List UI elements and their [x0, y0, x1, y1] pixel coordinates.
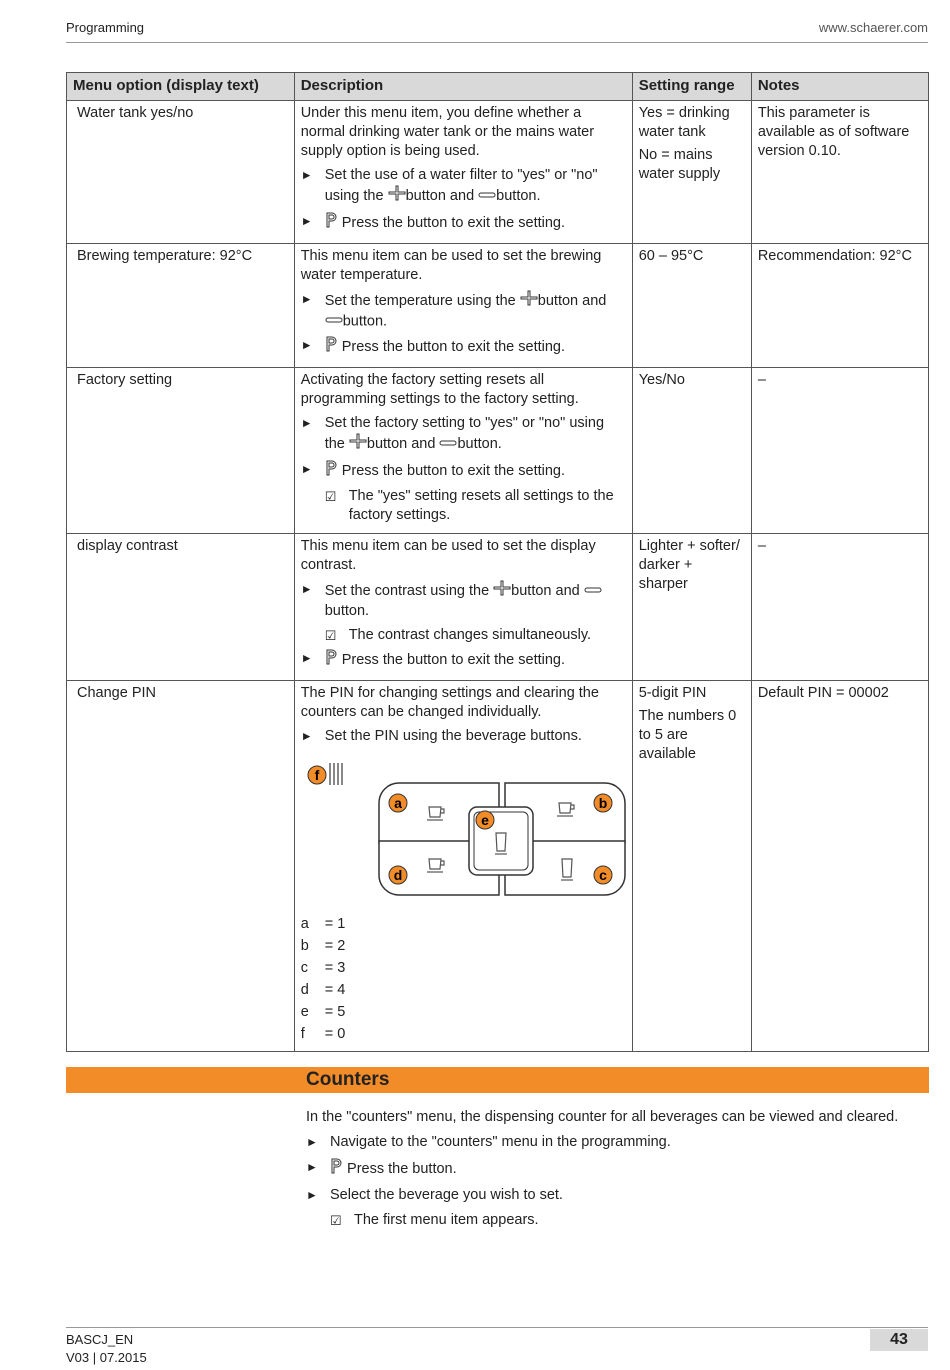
- instruction-step: [306, 1158, 931, 1180]
- text: button and: [405, 187, 479, 204]
- notes-text: Default PIN = 00002: [757, 685, 889, 702]
- footer-version: V03 | 07.2015: [66, 1350, 147, 1365]
- step-arrow-icon: ►: [306, 1135, 318, 1149]
- p-button-icon: [325, 336, 338, 358]
- minus-button-icon: [439, 435, 457, 454]
- instruction-step: [301, 212, 626, 234]
- legend-value: = 0: [324, 1026, 346, 1043]
- range-text: 5-digit PIN: [638, 685, 707, 702]
- option-cell: [67, 101, 295, 244]
- text: Press the button to exit the setting.: [337, 339, 566, 356]
- legend-item: [301, 937, 626, 959]
- paragraph: [301, 247, 626, 285]
- step-arrow-icon: ►: [300, 729, 313, 744]
- legend-value: = 4: [324, 982, 346, 999]
- step-arrow-icon: ►: [300, 651, 313, 666]
- result-item: [301, 487, 626, 525]
- text: The PIN for changing settings and clearing the counters can be changed individually.: [300, 685, 599, 721]
- range-cell: [632, 681, 751, 1052]
- text: The contrast changes simultaneously.: [348, 627, 592, 644]
- instruction-step: [301, 580, 626, 621]
- footer-divider: [66, 1327, 928, 1328]
- legend-item: [301, 915, 626, 937]
- table-row: [67, 244, 929, 368]
- instruction-step: [301, 414, 626, 455]
- result-item: [306, 1211, 931, 1230]
- legend-key: f: [300, 1026, 305, 1043]
- table-row: [67, 681, 929, 1052]
- text: button.: [457, 436, 502, 453]
- badge-c: [594, 866, 612, 884]
- p-button-icon: [325, 212, 338, 234]
- instruction-step: [301, 166, 626, 207]
- header-website: www.schaerer.com: [818, 20, 928, 35]
- minus-button-icon: [325, 312, 343, 331]
- counters-section-bar: [66, 1067, 929, 1093]
- text: button.: [342, 313, 388, 330]
- option-text: display contrast: [77, 538, 178, 555]
- range-cell: [632, 368, 751, 534]
- footer-doc: BASCJ_EN: [66, 1332, 134, 1347]
- text: Press the button to exit the setting.: [337, 463, 566, 480]
- legend-key: c: [300, 960, 308, 977]
- checkbox-result-icon: ☑: [324, 628, 337, 644]
- instruction-step: [306, 1186, 931, 1205]
- p-button-icon: [325, 460, 338, 482]
- page-number: 43: [870, 1329, 928, 1351]
- table-header-row: [67, 73, 929, 101]
- col-header-option: Menu option (display text): [67, 73, 295, 101]
- text: Navigate to the "counters" menu in the programming.: [330, 1134, 671, 1150]
- text: Set the factory setting to "yes" or "no" using the: [324, 415, 605, 453]
- p-button-icon: [330, 1158, 343, 1180]
- option-text: Factory setting: [77, 372, 173, 389]
- legend-key: d: [300, 982, 309, 999]
- option-cell: [67, 244, 295, 368]
- badge-a: [389, 794, 407, 812]
- plus-button-icon: [520, 290, 538, 312]
- notes-text: –: [757, 372, 766, 389]
- option-text: Brewing temperature: 92°C: [77, 248, 253, 264]
- result-item: [301, 626, 626, 645]
- notes-text: Recommendation: 92°C: [757, 248, 912, 264]
- instruction-step: [301, 460, 626, 482]
- badge-e: [476, 811, 494, 829]
- text: Set the PIN using the beverage buttons.: [324, 728, 582, 745]
- legend-item: [301, 1025, 626, 1047]
- text: Set the contrast using the: [324, 583, 494, 600]
- text: Press the button.: [343, 1160, 457, 1177]
- beverage-buttons-diagram: [301, 751, 626, 907]
- minus-button-icon: [478, 187, 496, 206]
- option-cell: [67, 368, 295, 534]
- badge-f: [308, 766, 326, 784]
- text: button.: [496, 187, 541, 204]
- text: The "yes" setting resets all settings to the factory settings.: [348, 488, 614, 524]
- range-cell: [632, 244, 751, 368]
- range-text: 60 – 95°C: [638, 248, 704, 264]
- pin-legend: [301, 915, 626, 1047]
- option-text: Water tank yes/no: [77, 105, 194, 121]
- table-row: [67, 101, 929, 244]
- checkbox-result-icon: ☑: [324, 489, 337, 505]
- instruction-step: [301, 649, 626, 671]
- notes-text: –: [757, 538, 766, 555]
- text: Set the use of a water filter to "yes" or "no" using the: [324, 167, 598, 204]
- text: The first menu item appears.: [354, 1212, 539, 1228]
- plus-button-icon: [349, 433, 367, 455]
- range-cell: [632, 534, 751, 681]
- legend-value: = 2: [324, 938, 346, 955]
- step-arrow-icon: ►: [300, 462, 313, 477]
- minus-button-icon: [584, 582, 602, 601]
- notes-cell: [751, 534, 928, 681]
- option-text: Change PIN: [77, 685, 156, 702]
- description-cell: [294, 534, 632, 681]
- notes-cell: [751, 244, 928, 368]
- text: Press the button to exit the setting.: [337, 214, 566, 231]
- option-cell: [67, 534, 295, 681]
- legend-key: e: [300, 1004, 309, 1021]
- col-header-description: Description: [294, 73, 632, 101]
- instruction-step: [301, 336, 626, 358]
- p-button-icon: [325, 649, 338, 671]
- range-text: The numbers 0 to 5 are available: [638, 708, 737, 763]
- text: button and: [366, 436, 440, 453]
- counters-body: [306, 1108, 931, 1234]
- text: Activating the factory setting resets all programming settings to the factory setting.: [300, 372, 579, 408]
- plus-button-icon: [493, 580, 511, 602]
- legend-item: [301, 959, 626, 981]
- legend-item: [301, 981, 626, 1003]
- legend-value: = 3: [324, 960, 346, 977]
- badge-d: [389, 866, 407, 884]
- instruction-step: [301, 727, 626, 746]
- text: In the "counters" menu, the dispensing counter for all beverages can be viewed and cleared.: [306, 1109, 899, 1125]
- text: Set the temperature using the: [324, 292, 520, 309]
- step-arrow-icon: ►: [300, 338, 313, 353]
- text: This menu item can be used to set the brewing water temperature.: [300, 248, 602, 283]
- badge-label: f: [314, 767, 320, 784]
- step-arrow-icon: ►: [300, 416, 313, 431]
- badge-label: a: [393, 795, 402, 812]
- option-cell: [67, 681, 295, 1052]
- header-divider: [66, 42, 928, 43]
- legend-value: = 1: [324, 916, 346, 933]
- paragraph: [301, 684, 626, 722]
- paragraph: [301, 104, 626, 161]
- range-text: No = mains water supply: [638, 147, 721, 182]
- paragraph: [301, 371, 626, 409]
- text: Select the beverage you wish to set.: [330, 1187, 563, 1203]
- notes-cell: [751, 681, 928, 1052]
- legend-key: a: [300, 916, 309, 933]
- badge-label: d: [393, 867, 402, 884]
- badge-label: b: [598, 795, 607, 812]
- instruction-step: [306, 1133, 931, 1152]
- text: button and: [537, 292, 607, 309]
- step-arrow-icon: ►: [300, 582, 313, 597]
- text: Press the button to exit the setting.: [337, 652, 566, 669]
- notes-text: This parameter is available as of software version 0.10.: [757, 105, 910, 159]
- plus-button-icon: [388, 185, 406, 207]
- text: This menu item can be used to set the display contrast.: [300, 538, 596, 574]
- col-header-notes: Notes: [751, 73, 928, 101]
- table-row: [67, 534, 929, 681]
- description-cell: [294, 368, 632, 534]
- instruction-step: [301, 290, 626, 331]
- decaf-bars-icon: [330, 763, 342, 785]
- legend-key: b: [300, 938, 309, 955]
- header-section: Programming: [66, 20, 145, 35]
- checkbox-result-icon: ☑: [330, 1213, 342, 1228]
- legend-item: [301, 1003, 626, 1025]
- notes-cell: [751, 101, 928, 244]
- text: button and: [511, 583, 584, 600]
- range-text: Lighter + softer/ darker + sharper: [638, 538, 740, 593]
- range-cell: [632, 101, 751, 244]
- notes-cell: [751, 368, 928, 534]
- badge-label: e: [480, 812, 489, 829]
- paragraph: [301, 537, 626, 575]
- description-cell: [294, 244, 632, 368]
- paragraph: [306, 1108, 931, 1127]
- col-header-range: Setting range: [632, 73, 751, 101]
- badge-b: [594, 794, 612, 812]
- step-arrow-icon: ►: [306, 1160, 318, 1174]
- counters-title: Counters: [306, 1069, 390, 1090]
- step-arrow-icon: ►: [300, 168, 313, 182]
- text: button.: [324, 603, 370, 620]
- legend-value: = 5: [324, 1004, 346, 1021]
- step-arrow-icon: ►: [300, 214, 313, 228]
- badge-label: c: [598, 867, 607, 884]
- settings-table: [66, 72, 929, 1052]
- range-text: Yes = drinking water tank: [638, 105, 730, 140]
- text: Under this menu item, you define whether a normal drinking water tank or the mains water supply option is being used.: [300, 105, 595, 159]
- range-text: Yes/No: [638, 372, 685, 389]
- step-arrow-icon: ►: [306, 1188, 318, 1202]
- step-arrow-icon: ►: [300, 292, 313, 306]
- table-row: [67, 368, 929, 534]
- description-cell: [294, 681, 632, 1052]
- description-cell: [294, 101, 632, 244]
